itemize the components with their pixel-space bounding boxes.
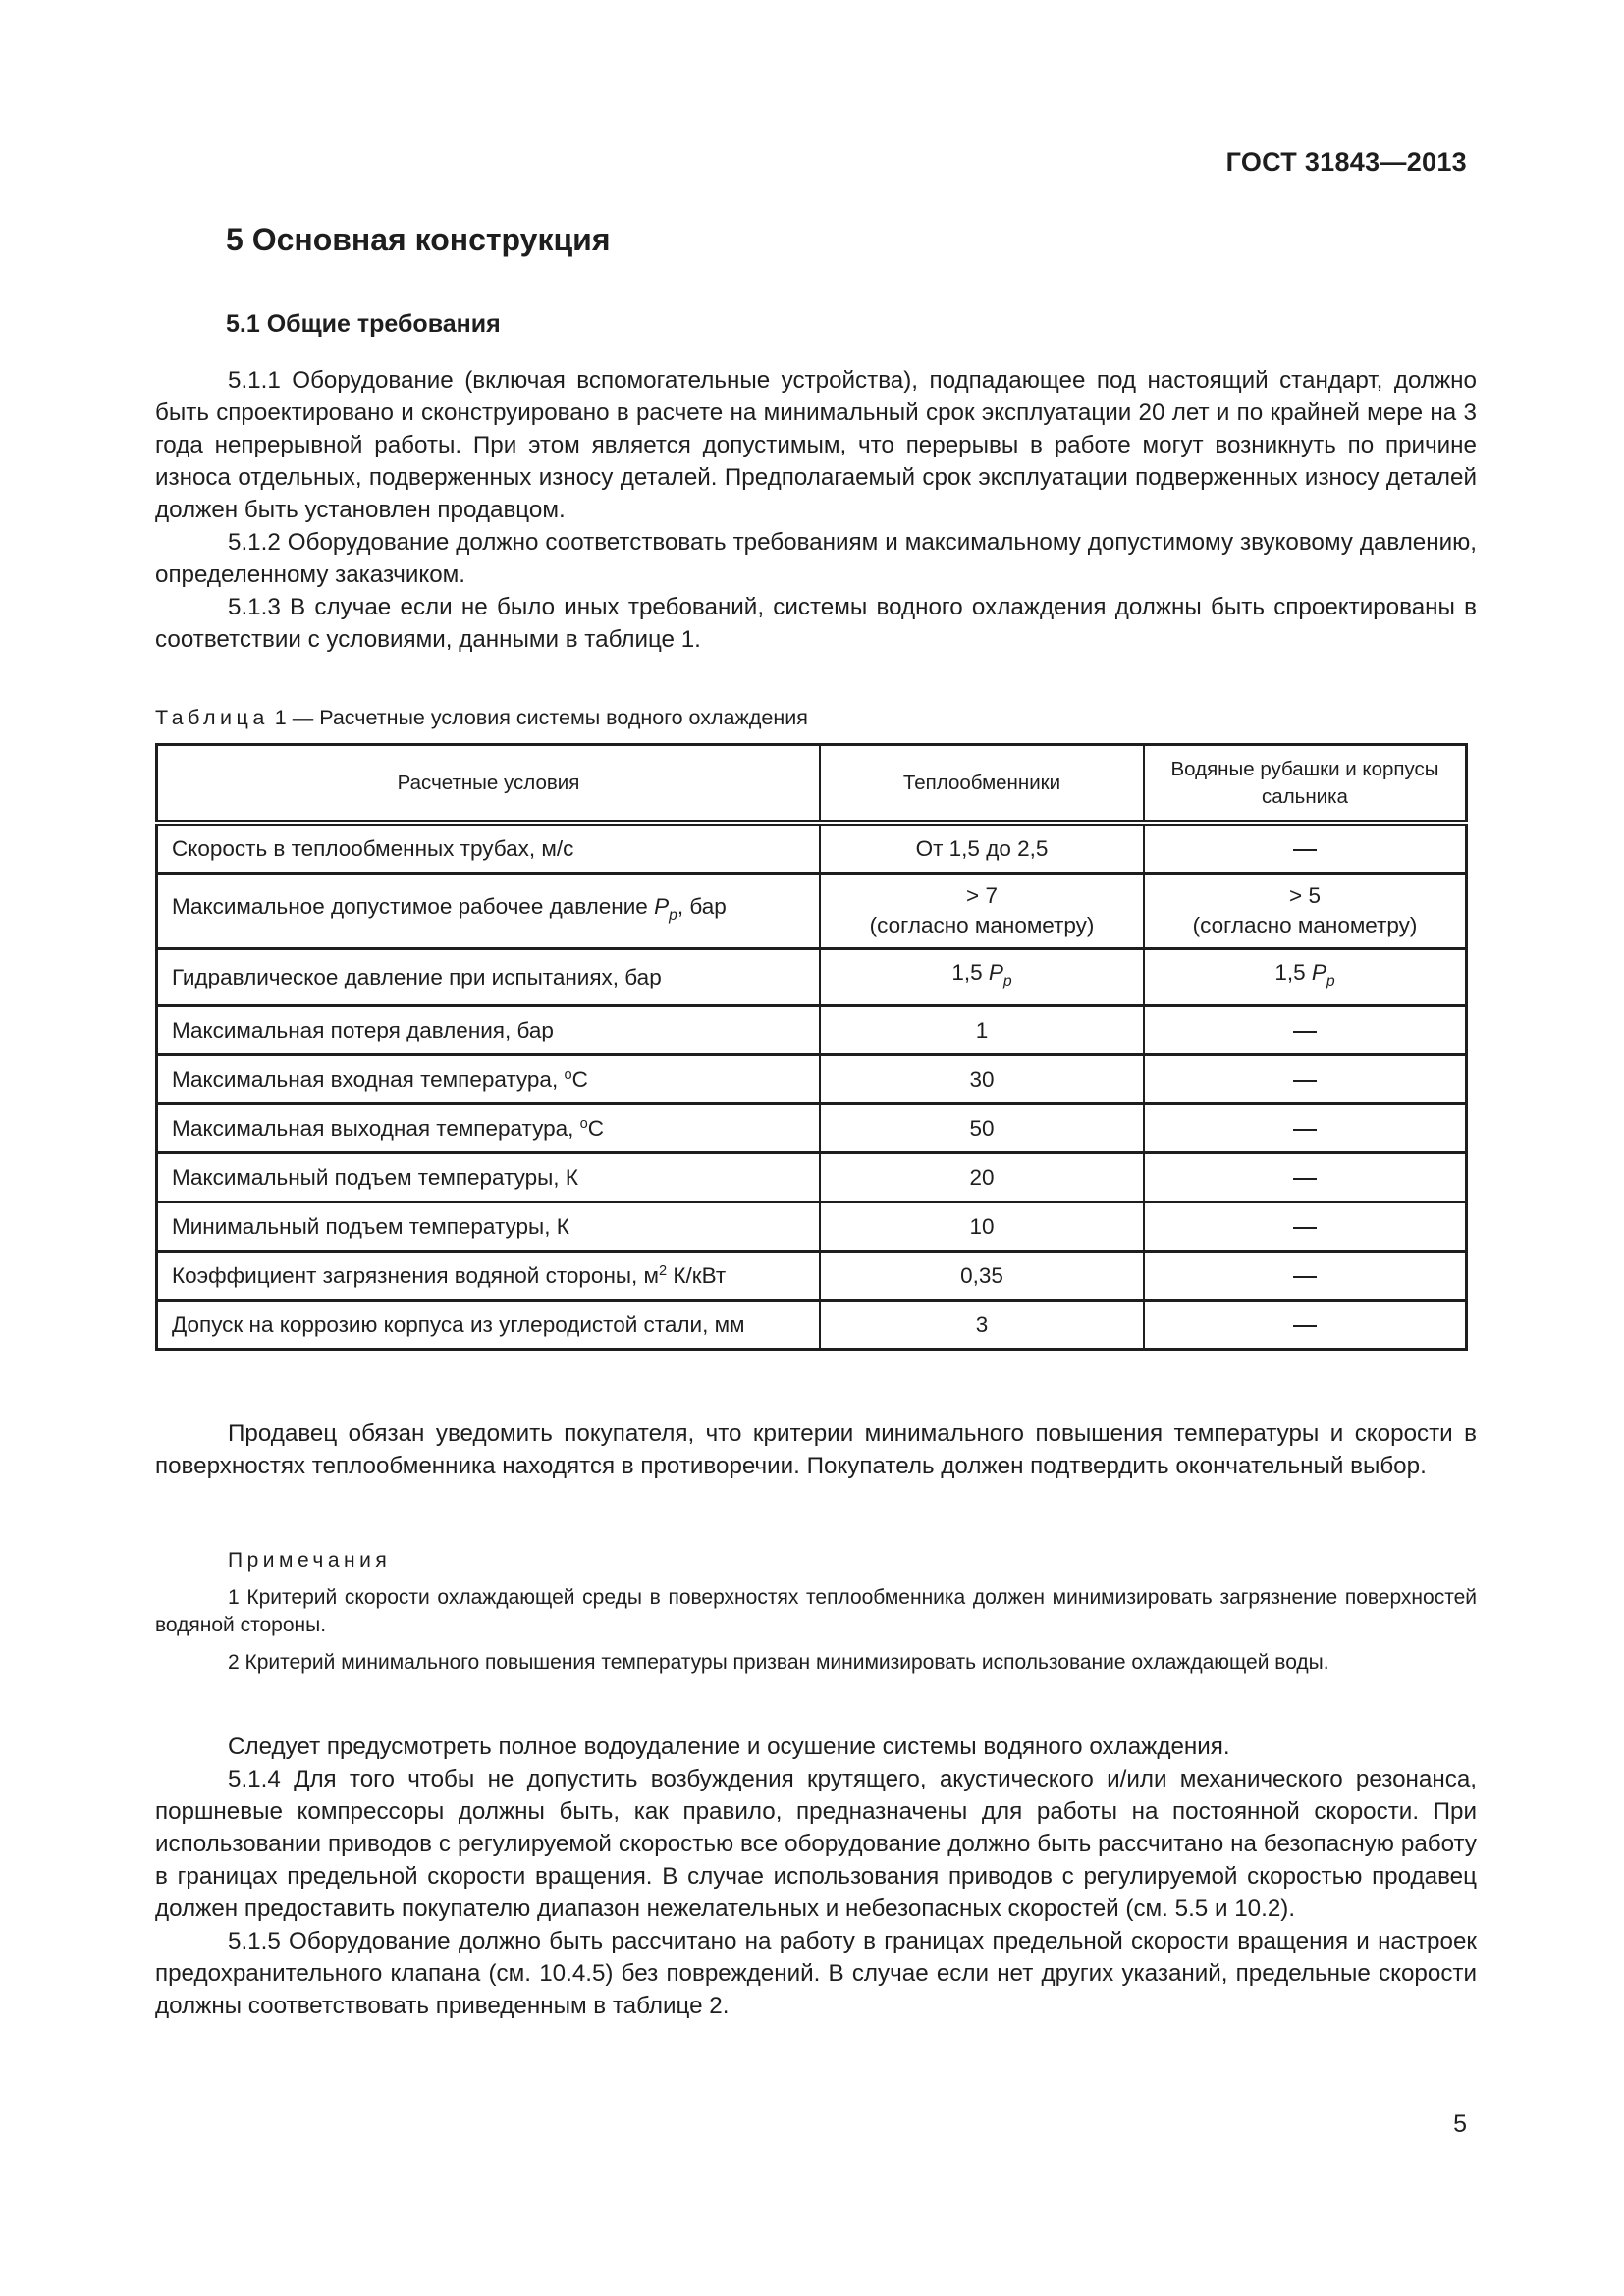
design-conditions-table [155,743,1468,1351]
cell-condition [157,1055,821,1104]
cell-heat-exchangers: 10 [820,1202,1144,1252]
dash-symbol [1293,1080,1317,1082]
pressure-symbol [988,960,1012,989]
column-header-heat-exchangers: Теплообменники [820,745,1144,824]
table-row [157,1202,1467,1252]
cell-heat-exchangers: 30 [820,1055,1144,1104]
paragraph-5-1-5: 5.1.5 Оборудование должно быть рассчитано на работу в границах предельной скорости вращения и настроек предохранительного клапана (см. 10.4.5) без повреждений. В случае если нет других указаний, предельные скорости должны соответствовать приведенным в таблице 2. [155,1928,1477,2019]
note-item-1: 1 Критерий скорости охлаждающей среды в поверхностях теплообменника должен минимизировать загрязнение поверхностей водяной стороны. [155,1586,1477,1636]
cell-line: > 7 [966,883,998,908]
dash-symbol [1293,1129,1317,1131]
table-row [157,1153,1467,1202]
degree-superscript: о [564,1066,572,1083]
squared-superscript: 2 [659,1262,668,1279]
paragraph-5-1-2: 5.1.2 Оборудование должно соответствовать требованиям и максимальному допустимому звуковому давлению, определенному заказчиком. [155,529,1477,588]
table-caption-number: 1 — [268,706,320,729]
cell-jackets [1144,949,1467,1006]
notes-block [155,1547,1477,1686]
table-header-row [157,745,1467,824]
cell-text: С [571,1066,588,1092]
cell-jackets [1144,1252,1467,1301]
cell-condition: Максимальный подъем температуры, К [157,1153,821,1202]
cell-text: 1,5 [1274,960,1312,985]
table-row [157,1301,1467,1350]
table-caption-label: Таблица [155,706,269,729]
table-row [157,1055,1467,1104]
symbol-text: P [654,893,670,919]
paragraph-5-1-1: 5.1.1 Оборудование (включая вспомогательные устройства), подпадающее под настоящий стандарт, должно быть спроектировано и сконструировано в расчете на минимальный срок эксплуатации 20 лет и по крайней мере на 3 года непрерывной работы. При этом является допустимым, что перерывы в работе могут возникнуть по причине износа отдельных, подверженных износу деталей. Предполагаемый срок эксплуатации подверженных износу деталей должен быть установлен продавцом. [155,367,1477,523]
document-code-header: ГОСТ 31843—2013 [1225,147,1467,177]
cell-line: (согласно манометру) [869,913,1095,937]
dash-symbol [1293,1178,1317,1180]
dash-symbol [1293,1031,1317,1033]
cell-condition: Минимальный подъем температуры, К [157,1202,821,1252]
paragraph-seller-notice: Продавец обязан уведомить покупателя, что критерии минимального повышения температуры и скорости в поверхностях теплообменника находятся в противоречии. Покупатель должен подтвердить окончательный выбор. [155,1420,1477,1479]
table-row [157,1104,1467,1153]
cell-text: Коэффициент загрязнения водяной стороны, м [172,1262,660,1288]
body-text-top [155,364,1477,656]
cell-jackets [1144,1055,1467,1104]
cell-text: , бар [677,893,727,919]
table-row [157,874,1467,949]
symbol-subscript: p [1002,973,1012,989]
cell-jackets [1144,1153,1467,1202]
cell-jackets [1144,1104,1467,1153]
cell-jackets [1144,1006,1467,1055]
symbol-text: P [1311,960,1326,985]
cell-text: 1,5 [951,960,989,985]
cell-text: К/кВт [667,1262,727,1288]
cell-heat-exchangers: 20 [820,1153,1144,1202]
subsection-title: 5.1 Общие требования [226,310,501,338]
cell-heat-exchangers: 50 [820,1104,1144,1153]
section-title: 5 Основная конструкция [226,222,611,257]
cell-condition: Скорость в теплообменных трубах, м/с [157,823,821,874]
cell-heat-exchangers [820,874,1144,949]
paragraph-5-1-4: 5.1.4 Для того чтобы не допустить возбуждения крутящего, акустического и/или механического резонанса, поршневые компрессоры должны быть, как правило, предназначены для работы на постоянной скорости. При использовании приводов с регулируемой скоростью все оборудование должно быть рассчитано на безопасную работу в границах предельной скорости вращения. В случае использования приводов с регулируемой скоростью продавец должен предоставить покупателю диапазон нежелательных и небезопасных скоростей (см. 5.5 и 10.2). [155,1766,1477,1922]
column-header-conditions: Расчетные условия [157,745,821,824]
dash-symbol [1293,1227,1317,1229]
cell-text: С [587,1115,605,1141]
cell-heat-exchangers: 0,35 [820,1252,1144,1301]
table-row [157,823,1467,874]
table-caption-text: Расчетные условия системы водного охлаждения [319,706,808,729]
cell-heat-exchangers [820,949,1144,1006]
cell-line: > 5 [1289,883,1321,908]
cell-text: Максимальное допустимое рабочее давление [172,893,655,919]
note-item-2: 2 Критерий минимального повышения температуры призван минимизировать использование охлаждающей воды. [228,1651,1329,1674]
table-row [157,949,1467,1006]
notes-title: Примечания [228,1549,392,1572]
cell-jackets [1144,1301,1467,1350]
cell-heat-exchangers: От 1,5 до 2,5 [820,823,1144,874]
dash-symbol [1293,1276,1317,1278]
pressure-symbol [654,893,677,924]
symbol-text: P [988,960,1003,985]
cell-condition: Допуск на коррозию корпуса из углеродистой стали, мм [157,1301,821,1350]
cell-condition [157,1104,821,1153]
table-row [157,1006,1467,1055]
cell-heat-exchangers: 1 [820,1006,1144,1055]
cell-condition [157,1252,821,1301]
dash-symbol [1293,1325,1317,1327]
table-row [157,1252,1467,1301]
cell-jackets [1144,874,1467,949]
pressure-symbol [1311,960,1335,989]
dash-symbol [1293,849,1317,851]
cell-jackets [1144,823,1467,874]
body-text-after-table [155,1417,1477,1482]
cell-text: Максимальная входная температура, [172,1066,565,1092]
paragraph-5-1-3: 5.1.3 В случае если не было иных требований, системы водного охлаждения должны быть спроектированы в соответствии с условиями, данными в таблице 1. [155,594,1477,653]
cell-line: (согласно манометру) [1192,913,1418,937]
cell-jackets [1144,1202,1467,1252]
page-number: 5 [1453,2110,1467,2138]
symbol-subscript: p [669,906,677,924]
symbol-subscript: p [1326,973,1335,989]
cell-text: Максимальная выходная температура, [172,1115,580,1141]
table-caption [155,706,808,730]
body-text-bottom [155,1731,1477,2022]
paragraph-drainage: Следует предусмотреть полное водоудаление и осушение системы водяного охлаждения. [228,1734,1230,1760]
degree-superscript: о [579,1115,588,1132]
cell-condition: Гидравлическое давление при испытаниях, бар [157,949,821,1006]
cell-condition: Максимальная потеря давления, бар [157,1006,821,1055]
cell-heat-exchangers: 3 [820,1301,1144,1350]
cell-condition [157,874,821,949]
column-header-jackets: Водяные рубашки и корпусы сальника [1144,745,1467,824]
